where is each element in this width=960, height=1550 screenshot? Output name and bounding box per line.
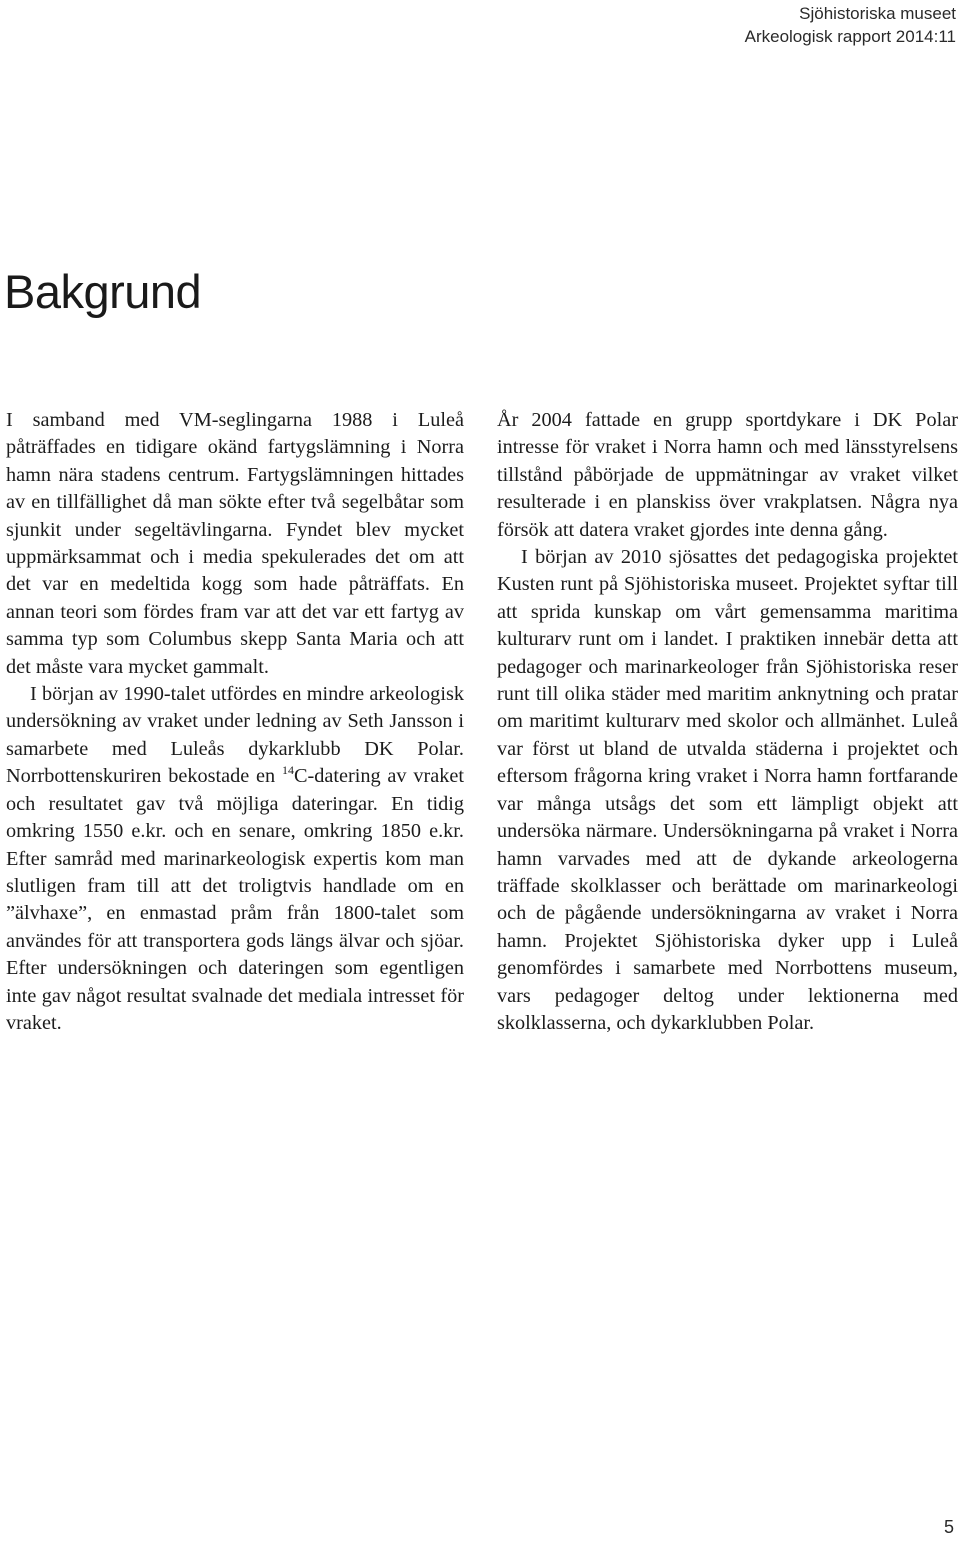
- paragraph-investigation-start: I början av 1990-talet utfördes en mindre arkeologisk undersökning av vraket under ledning av Seth Jansson i samarbete med Luleås dykarklubb DK Polar. Norrbottenskuriren bekostade en: [6, 683, 464, 788]
- right-text-column: [497, 407, 958, 1037]
- left-text-column: [6, 407, 464, 1037]
- paragraph-investigation: [6, 681, 464, 1037]
- paragraph-investigation-end: C-datering av vraket och resultatet gav två möjliga dateringar. En tidig omkring 1550 e.kr. och en senare, omkring 1850 e.kr. Efter samråd med marinarkeologisk expertis kom man slutligen fram till att det troligtvis handlade om en ”älvhaxe”, en enmastad pråm från 1800-talet som användes för att transportera gods längs älvar och sjöar. Efter undersökningen och dateringen som egentligen inte gav något resultat svalnade det mediala intresset för vraket.: [6, 765, 465, 1034]
- section-title: Bakgrund: [4, 265, 202, 318]
- page-number: 5: [943, 1517, 954, 1537]
- paragraph-kusten-runt: I början av 2010 sjösattes det pedagogiska projektet Kusten runt på Sjöhistoriska museet. Projektet syftar till att sprida kunskap om vårt gemensamma maritima kulturarv runt om i landet. I praktiken innebär detta att pedagoger och marinarkeologer från Sjöhistoriska reser runt till olika städer med maritim anknytning och pratar om maritimt kulturarv med skolor och allmänhet. Luleå var först ut bland de utvalda städerna i projektet och eftersom frågorna kring vraket i Norra hamn fortfarande var många utsågs det som ett lämpligt objekt att undersöka närmare. Undersökningarna på vraket i Norra hamn varvades med att de dykande arkeologerna träffade skolklasser och berättade om marinarkeologi och de pågående undersökningarna av vraket i Norra hamn. Projektet Sjöhistoriska dyker upp i Luleå genomfördes i samarbete med Norrbottens museum, vars pedagoger deltog under lektionerna med skolklasserna, och dykarklubben Polar.: [497, 546, 958, 1034]
- report-number: Arkeologisk rapport 2014:11: [744, 27, 956, 46]
- paragraph-dk-polar: År 2004 fattade en grupp sportdykare i DK Polar intresse för vraket i Norra hamn och med länsstyrelsens tillstånd påbörjade de uppmätningar av vraket vilket resulterade i en planskiss över vrakplatsen. Några nya försök att datera vraket gjordes inte denna gång.: [497, 409, 958, 541]
- isotope-superscript: 14: [281, 763, 294, 778]
- page-header: [745, 2, 956, 48]
- publisher-name: Sjöhistoriska museet: [799, 4, 956, 23]
- paragraph-discovery: I samband med VM-seglingarna 1988 i Luleå påträffades en tidigare okänd fartygslämning i Norra hamn nära stadens centrum. Fartygslämningen hittades av en tillfällighet då man sökte efter två segelbåtar som sjunkit under segeltävlingarna. Fyndet blev mycket uppmärksammat och i media spekulerades det om att det var en medeltida kogg som hade påträffats. En annan teori som fördes fram var att det var ett fartyg av samma typ som Columbus skepp Santa Maria och att det måste vara mycket gammalt.: [6, 409, 464, 678]
